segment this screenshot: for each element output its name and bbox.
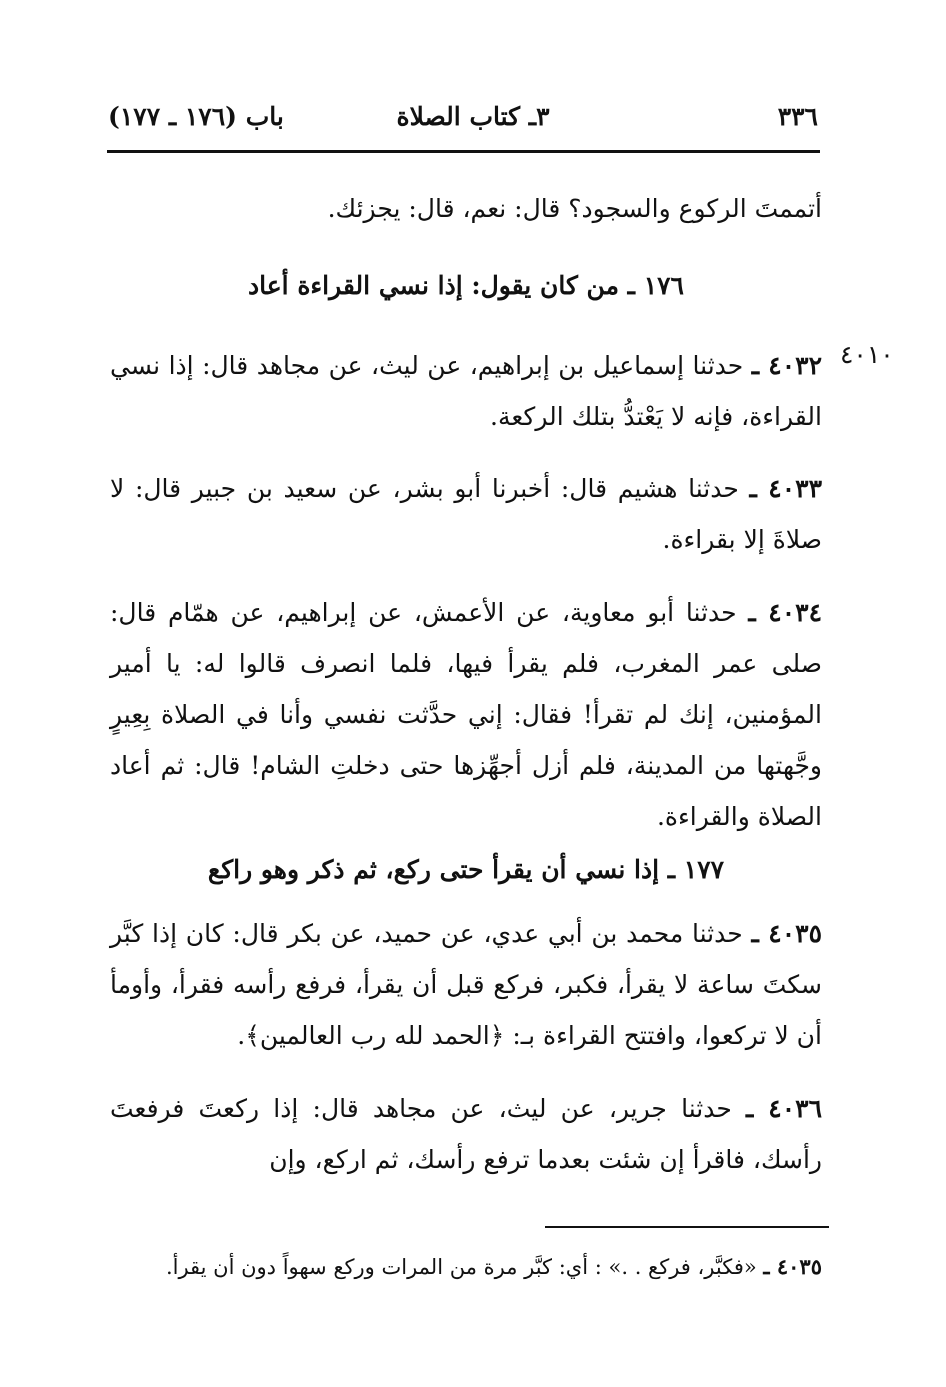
hadith-number: ٤٠٣٢ ـ xyxy=(751,351,823,380)
heading-text: ١٧٧ ـ إذا نسي أن يقرأ حتى ركع، ثم ذكر وهو راكع xyxy=(207,855,725,884)
continuation-paragraph xyxy=(110,183,822,234)
hadith-4032 xyxy=(110,340,822,442)
hadith-number: ٤٠٣٣ ـ xyxy=(749,474,822,503)
hadith-4036 xyxy=(110,1083,822,1185)
hadith-text: حدثنا إسماعيل بن إبراهيم، عن ليث، عن مجاهد قال: إذا نسي القراءة، فإنه لا يَعْتدُّ بتلك الركعة. xyxy=(110,351,822,431)
section-heading-177 xyxy=(110,850,822,890)
hadith-text: حدثنا محمد بن أبي عدي، عن حميد، عن بكر قال: كان إذا كبَّر سكتَ ساعة لا يقرأ، فكبر، فركع قبل أن يقرأ، فرفع رأسه فقرأ، وأومأ أن لا تركعوا، وافتتح القراءة بـ: ﴿الحمد لله رب العالمين﴾. xyxy=(110,919,822,1050)
footnote-rule xyxy=(545,1226,829,1228)
footnote-number: ٤٠٣٥ ـ xyxy=(763,1254,822,1279)
hadith-4033 xyxy=(110,463,822,565)
footnote xyxy=(110,1250,822,1284)
hadith-number: ٤٠٣٦ ـ xyxy=(745,1094,822,1123)
book-title: ٣ـ كتاب الصلاة xyxy=(396,102,550,131)
section-heading-176 xyxy=(110,266,822,306)
hadith-4034 xyxy=(110,587,822,842)
margin-reference: ٤٠١٠ xyxy=(840,340,894,369)
page-number: ٣٣٦ xyxy=(777,102,818,131)
hadith-text: حدثنا جرير، عن ليث، عن مجاهد قال: إذا ركعتَ فرفعتَ رأسك، فاقرأ إن شئت بعدما ترفع رأسك، ثم اركع، وإن xyxy=(110,1094,822,1174)
hadith-number: ٤٠٣٤ ـ xyxy=(748,598,823,627)
heading-text: ١٧٦ ـ من كان يقول: إذا نسي القراءة أعاد xyxy=(248,271,684,300)
hadith-text: حدثنا أبو معاوية، عن الأعمش، عن إبراهيم، عن همّام قال: صلى عمر المغرب، فلم يقرأ فيها، فلما انصرف قالوا له: يا أمير المؤمنين، إنك لم تقرأ! فقال: إني حدَّثت نفسي وأنا في الصلاة بِعِيرٍ وجَّهتها من المدينة، فلم أزل أجهِّزها حتى دخلتِ الشام! قال: ثم أعاد الصلاة والقراءة. xyxy=(110,598,822,831)
hadith-number: ٤٠٣٥ ـ xyxy=(751,919,822,948)
paragraph-text: أتممتَ الركوع والسجود؟ قال: نعم، قال: يجزئك. xyxy=(327,194,822,223)
footnote-text: «فكبَّر، فركع . .» : أي: كبَّر مرة من المرات وركع سهواً دون أن يقرأ. xyxy=(165,1255,757,1279)
header-rule xyxy=(107,150,820,153)
chapter-range: باب (١٧٦ ـ ١٧٧) xyxy=(108,102,284,131)
hadith-text: حدثنا هشيم قال: أخبرنا أبو بشر، عن سعيد بن جبير قال: لا صلاةَ إلا بقراءة. xyxy=(110,474,822,554)
hadith-4035 xyxy=(110,908,822,1061)
